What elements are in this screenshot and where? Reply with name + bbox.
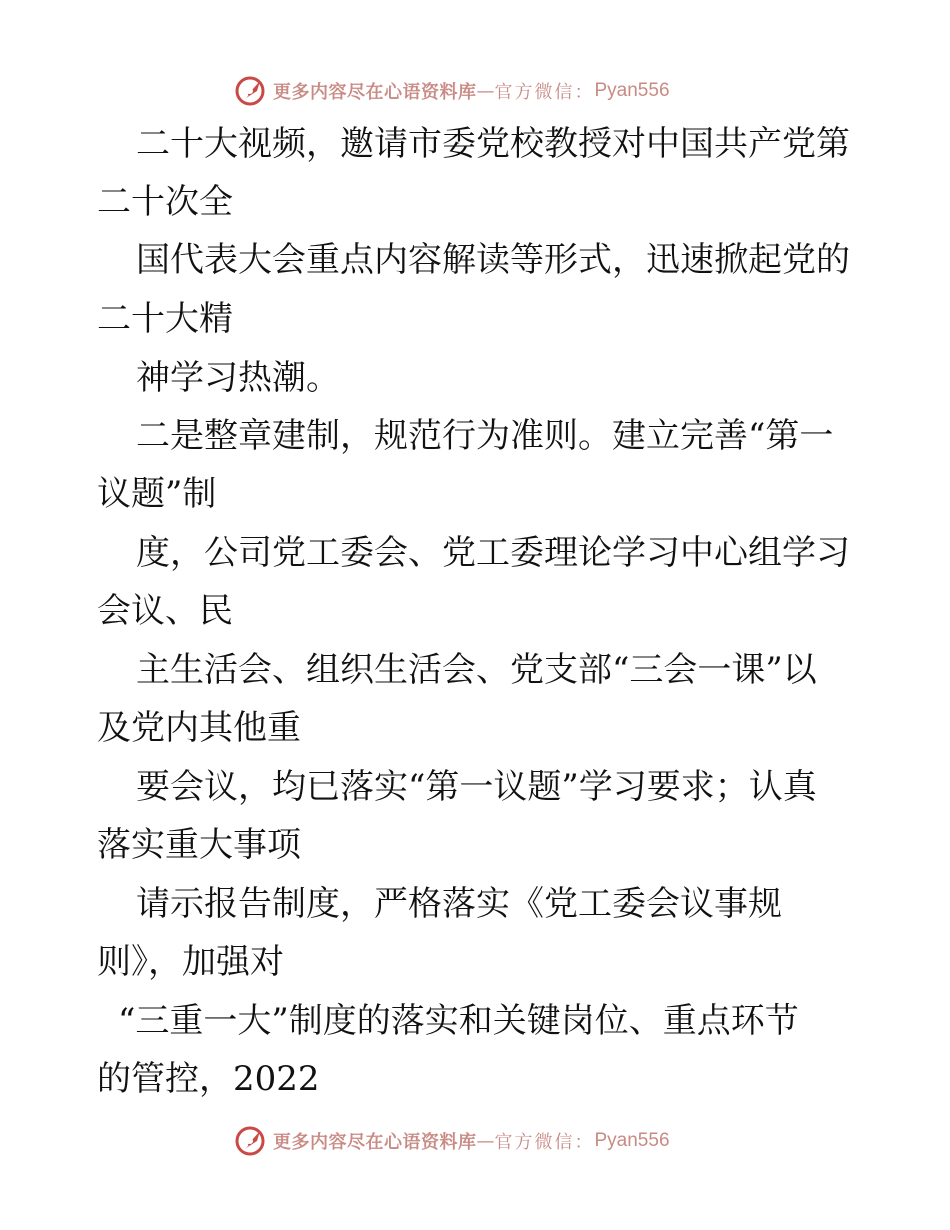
body-text-line: 议题”制 xyxy=(97,474,217,514)
quill-logo-icon xyxy=(233,74,267,108)
body-text-line: 度，公司党工委会、党工委理论学习中心组学习 xyxy=(136,533,850,573)
body-text-line: 落实重大事项 xyxy=(97,825,301,865)
header-watermark xyxy=(233,71,670,111)
watermark-wechat-label: 官方微信： xyxy=(494,82,595,103)
watermark-dash: — xyxy=(476,1130,495,1152)
body-text-line: 二十大视频，邀请市委党校教授对中国共产党第 xyxy=(136,124,850,164)
watermark-dash: — xyxy=(476,80,495,102)
body-text-line: 主生活会、组织生活会、党支部“三会一课”以 xyxy=(136,650,817,690)
body-text-line: 神学习热潮。 xyxy=(136,358,340,398)
quill-logo-icon xyxy=(233,1124,267,1158)
body-text-line: “三重一大”制度的落实和关键岗位、重点环节 xyxy=(118,1001,799,1041)
watermark-wechat-label: 官方微信： xyxy=(494,1132,595,1153)
body-text-line: 二十大精 xyxy=(97,299,233,339)
watermark-site-text: 更多内容尽在心语资料库 xyxy=(273,82,477,103)
body-text-line: 及党内其他重 xyxy=(97,708,301,748)
body-text-line: 则》，加强对 xyxy=(97,942,284,982)
watermark-wechat-id: Pyan556 xyxy=(594,1130,670,1151)
body-text-line: 会议、民 xyxy=(97,591,233,631)
body-text-line: 要会议，均已落实“第一议题”学习要求；认真 xyxy=(136,767,817,807)
body-text-line: 的管控，2022 xyxy=(97,1059,320,1099)
watermark-wechat-id: Pyan556 xyxy=(594,80,670,101)
watermark-site-text: 更多内容尽在心语资料库 xyxy=(273,1132,477,1153)
footer-watermark xyxy=(233,1121,670,1161)
body-text-line: 二是整章建制，规范行为准则。建立完善“第一 xyxy=(136,416,834,456)
body-text-line: 请示报告制度，严格落实《党工委会议事规 xyxy=(136,884,782,924)
body-text-line: 国代表大会重点内容解读等形式，迅速掀起党的 xyxy=(136,240,850,280)
body-text-line: 二十次全 xyxy=(97,182,233,222)
